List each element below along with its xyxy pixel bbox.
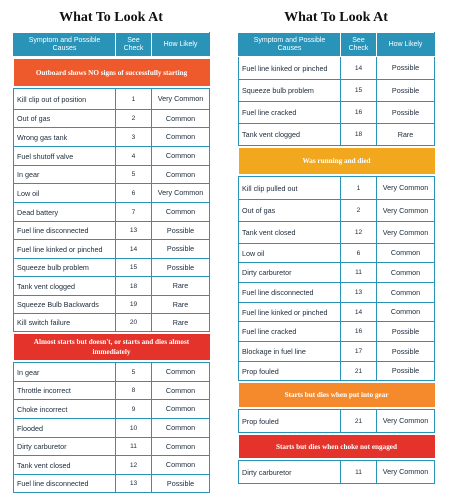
table-row: [239, 200, 435, 222]
section-header-row: [239, 381, 435, 410]
check-cell: 12: [341, 222, 377, 244]
cause-cell: Tank vent closed: [239, 222, 341, 244]
table-row: [239, 244, 435, 263]
header-cause: Symptom and Possible Causes: [239, 33, 341, 57]
likelihood-cell: Rare: [152, 277, 210, 296]
table-header-row: [239, 33, 435, 57]
likelihood-cell: Common: [152, 419, 210, 438]
check-cell: 12: [116, 456, 152, 475]
likelihood-cell: Rare: [152, 296, 210, 314]
cause-cell: Dirty carburetor: [239, 263, 341, 283]
check-cell: 7: [116, 203, 152, 222]
cause-cell: Squeeze bulb problem: [14, 259, 116, 277]
likelihood-cell: Common: [152, 147, 210, 166]
likelihood-cell: Common: [152, 400, 210, 419]
section-header-row: [239, 146, 435, 177]
header-cause: Symptom and Possible Causes: [14, 33, 116, 57]
table-row: [14, 128, 210, 147]
table-row: [239, 410, 435, 433]
cause-cell: Dirty carburetor: [239, 461, 341, 484]
likelihood-cell: Common: [152, 166, 210, 184]
likelihood-cell: Common: [377, 283, 435, 303]
table-row: [239, 322, 435, 342]
check-cell: 18: [341, 124, 377, 146]
check-cell: 1: [341, 177, 377, 200]
cause-cell: Fuel line kinked or pinched: [239, 303, 341, 322]
likelihood-cell: Rare: [152, 314, 210, 332]
likelihood-cell: Possible: [377, 57, 435, 80]
cause-cell: Tank vent clogged: [14, 277, 116, 296]
likelihood-cell: Very Common: [152, 184, 210, 203]
check-cell: 1: [116, 89, 152, 110]
header-likely: How Likely: [377, 33, 435, 57]
cause-cell: Choke incorrect: [14, 400, 116, 419]
check-cell: 6: [341, 244, 377, 263]
table-row: [14, 259, 210, 277]
likelihood-cell: Possible: [152, 222, 210, 240]
check-cell: 15: [116, 259, 152, 277]
table-row: [239, 362, 435, 381]
section-title: Was running and died: [239, 148, 435, 174]
likelihood-cell: Possible: [377, 80, 435, 102]
likelihood-cell: Very Common: [377, 177, 435, 200]
header-check: See Check: [116, 33, 152, 57]
table-row: [14, 240, 210, 259]
left-panel: [13, 0, 209, 493]
cause-cell: Fuel line disconnected: [239, 283, 341, 303]
table-row: [14, 314, 210, 332]
check-cell: 18: [116, 277, 152, 296]
check-cell: 16: [341, 102, 377, 124]
cause-cell: Fuel line disconnected: [14, 475, 116, 493]
cause-cell: Prop fouled: [239, 410, 341, 433]
check-cell: 11: [116, 438, 152, 456]
cause-cell: Out of gas: [14, 110, 116, 128]
table-row: [14, 89, 210, 110]
cause-cell: In gear: [14, 363, 116, 382]
cause-cell: Blockage in fuel line: [239, 342, 341, 362]
likelihood-cell: Common: [152, 456, 210, 475]
header-check: See Check: [341, 33, 377, 57]
table-header-row: [14, 33, 210, 57]
troubleshooting-table-left: [13, 32, 210, 493]
panel-title: What To Look At: [284, 10, 388, 25]
table-row: [239, 283, 435, 303]
table-row: [14, 475, 210, 493]
check-cell: 5: [116, 166, 152, 184]
check-cell: 11: [341, 461, 377, 484]
section-header-row: [14, 57, 210, 89]
check-cell: 10: [116, 419, 152, 438]
cause-cell: Fuel shutoff valve: [14, 147, 116, 166]
cause-cell: Low oil: [14, 184, 116, 203]
table-row: [14, 363, 210, 382]
table-row: [14, 184, 210, 203]
cause-cell: Kill switch failure: [14, 314, 116, 332]
table-row: [239, 222, 435, 244]
likelihood-cell: Very Common: [152, 89, 210, 110]
table-row: [14, 203, 210, 222]
likelihood-cell: Rare: [377, 124, 435, 146]
table-row: [239, 80, 435, 102]
check-cell: 14: [341, 57, 377, 80]
check-cell: 4: [116, 147, 152, 166]
likelihood-cell: Possible: [377, 362, 435, 381]
likelihood-cell: Common: [377, 244, 435, 263]
cause-cell: Tank vent closed: [14, 456, 116, 475]
cause-cell: Fuel line kinked or pinched: [14, 240, 116, 259]
check-cell: 21: [341, 362, 377, 381]
likelihood-cell: Common: [152, 203, 210, 222]
check-cell: 17: [341, 342, 377, 362]
check-cell: 13: [116, 475, 152, 493]
section-header-row: [14, 332, 210, 363]
table-row: [14, 382, 210, 400]
table-row: [14, 277, 210, 296]
check-cell: 9: [116, 400, 152, 419]
cause-cell: Dead battery: [14, 203, 116, 222]
cause-cell: Fuel line cracked: [239, 322, 341, 342]
likelihood-cell: Possible: [377, 322, 435, 342]
likelihood-cell: Very Common: [377, 461, 435, 484]
check-cell: 2: [341, 200, 377, 222]
table-row: [239, 124, 435, 146]
check-cell: 5: [116, 363, 152, 382]
table-row: [14, 438, 210, 456]
panel-title: What To Look At: [59, 10, 163, 25]
cause-cell: Fuel line disconnected: [14, 222, 116, 240]
cause-cell: Throttle incorrect: [14, 382, 116, 400]
section-title: Outboard shows NO signs of successfully starting: [14, 59, 210, 86]
check-cell: 20: [116, 314, 152, 332]
section-header-row: [239, 433, 435, 461]
likelihood-cell: Possible: [152, 240, 210, 259]
check-cell: 14: [341, 303, 377, 322]
check-cell: 11: [341, 263, 377, 283]
likelihood-cell: Possible: [152, 475, 210, 493]
check-cell: 16: [341, 322, 377, 342]
check-cell: 6: [116, 184, 152, 203]
cause-cell: Squeeze Bulb Backwards: [14, 296, 116, 314]
troubleshooting-table-right: [238, 32, 435, 484]
table-row: [14, 456, 210, 475]
likelihood-cell: Very Common: [377, 200, 435, 222]
table-row: [239, 177, 435, 200]
likelihood-cell: Very Common: [377, 410, 435, 433]
likelihood-cell: Common: [377, 263, 435, 283]
table-row: [239, 461, 435, 484]
right-panel: [238, 0, 434, 484]
check-cell: 21: [341, 410, 377, 433]
cause-cell: Kill clip pulled out: [239, 177, 341, 200]
cause-cell: Dirty carburetor: [14, 438, 116, 456]
likelihood-cell: Common: [152, 382, 210, 400]
cause-cell: Fuel line cracked: [239, 102, 341, 124]
cause-cell: Low oil: [239, 244, 341, 263]
likelihood-cell: Common: [152, 110, 210, 128]
likelihood-cell: Possible: [377, 342, 435, 362]
likelihood-cell: Common: [152, 438, 210, 456]
cause-cell: Prop fouled: [239, 362, 341, 381]
table-row: [239, 102, 435, 124]
header-likely: How Likely: [152, 33, 210, 57]
cause-cell: Tank vent clogged: [239, 124, 341, 146]
table-row: [14, 296, 210, 314]
table-row: [14, 166, 210, 184]
table-row: [14, 147, 210, 166]
check-cell: 15: [341, 80, 377, 102]
table-row: [14, 400, 210, 419]
table-row: [239, 57, 435, 80]
table-row: [14, 110, 210, 128]
table-row: [14, 222, 210, 240]
table-row: [239, 263, 435, 283]
likelihood-cell: Common: [152, 363, 210, 382]
cause-cell: Kill clip out of position: [14, 89, 116, 110]
cause-cell: Fuel line kinked or pinched: [239, 57, 341, 80]
table-row: [239, 303, 435, 322]
likelihood-cell: Possible: [377, 102, 435, 124]
check-cell: 13: [116, 222, 152, 240]
check-cell: 8: [116, 382, 152, 400]
section-title: Starts but dies when put into gear: [239, 383, 435, 407]
check-cell: 2: [116, 110, 152, 128]
table-row: [239, 342, 435, 362]
check-cell: 13: [341, 283, 377, 303]
section-title: Starts but dies when choke not engaged: [239, 435, 435, 458]
check-cell: 3: [116, 128, 152, 147]
section-title: Almost starts but doesn't, or starts and dies almost immediately: [14, 334, 210, 360]
cause-cell: Wrong gas tank: [14, 128, 116, 147]
cause-cell: Flooded: [14, 419, 116, 438]
cause-cell: In gear: [14, 166, 116, 184]
table-row: [14, 419, 210, 438]
likelihood-cell: Common: [377, 303, 435, 322]
cause-cell: Squeeze bulb problem: [239, 80, 341, 102]
cause-cell: Out of gas: [239, 200, 341, 222]
check-cell: 19: [116, 296, 152, 314]
likelihood-cell: Possible: [152, 259, 210, 277]
likelihood-cell: Common: [152, 128, 210, 147]
check-cell: 14: [116, 240, 152, 259]
likelihood-cell: Very Common: [377, 222, 435, 244]
